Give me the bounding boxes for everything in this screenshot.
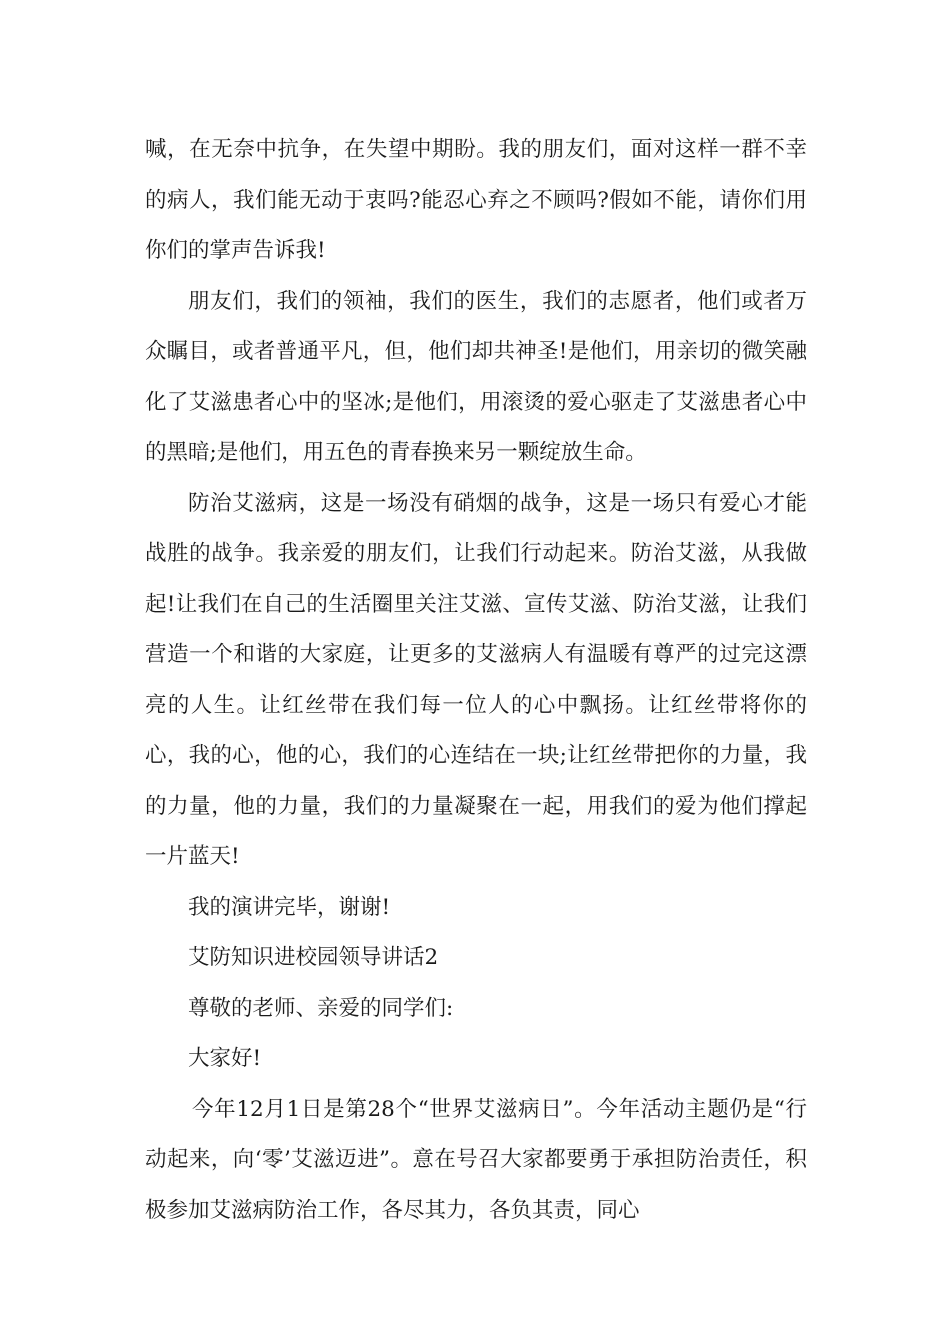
paragraph-closing-thanks: 我的演讲完毕，谢谢!	[188, 894, 391, 920]
greeting: 大家好!	[188, 1046, 262, 1071]
section-heading: 艾防知识进校园领导讲话2	[188, 945, 439, 970]
paragraph-fight-aids: 防治艾滋病，这是一场没有硝烟的战争，这是一场只有爱心才能战胜的战争。我亲爱的朋友们，让我们行动起来。防治艾滋，从我做起!让我们在自己的生活圈里关注艾滋、宣传艾滋、防治艾滋，让我们营造一个和谐的大家庭，让更多的艾滋病人有温暖有尊严的过完这漂亮的人生。让红丝带在我们每一位人的心中飘扬。让红丝带将你的心，我的心，他的心，我们的心连结在一块;让红丝带把你的力量，我的力量，他的力量，我们的力量凝聚在一起，用我们的爱为他们撑起一片蓝天!	[145, 490, 807, 869]
paragraph-continuation: 喊，在无奈中抗争，在失望中期盼。我的朋友们，面对这样一群不幸的病人，我们能无动于衷吗?能忍心弃之不顾吗?假如不能，请你们用你们的掌声告诉我!	[145, 137, 807, 263]
document-body	[145, 125, 807, 1236]
paragraph-world-aids-day: 今年12月1日是第28个“世界艾滋病日”。今年活动主题仍是“行动起来，向‘零’艾滋迈进”。意在号召大家都要勇于承担防治责任，积极参加艾滋病防治工作，各尽其力，各负其责，同心	[145, 1096, 807, 1223]
paragraph-leaders-doctors-volunteers: 朋友们，我们的领袖，我们的医生，我们的志愿者，他们或者万众瞩目，或者普通平凡，但，他们却共神圣!是他们，用亲切的微笑融化了艾滋患者心中的坚冰;是他们，用滚烫的爱心驱走了艾滋患者心中的黑暗;是他们，用五色的青春换来另一颗绽放生命。	[145, 288, 807, 465]
salutation: 尊敬的老师、亲爱的同学们:	[188, 995, 454, 1021]
